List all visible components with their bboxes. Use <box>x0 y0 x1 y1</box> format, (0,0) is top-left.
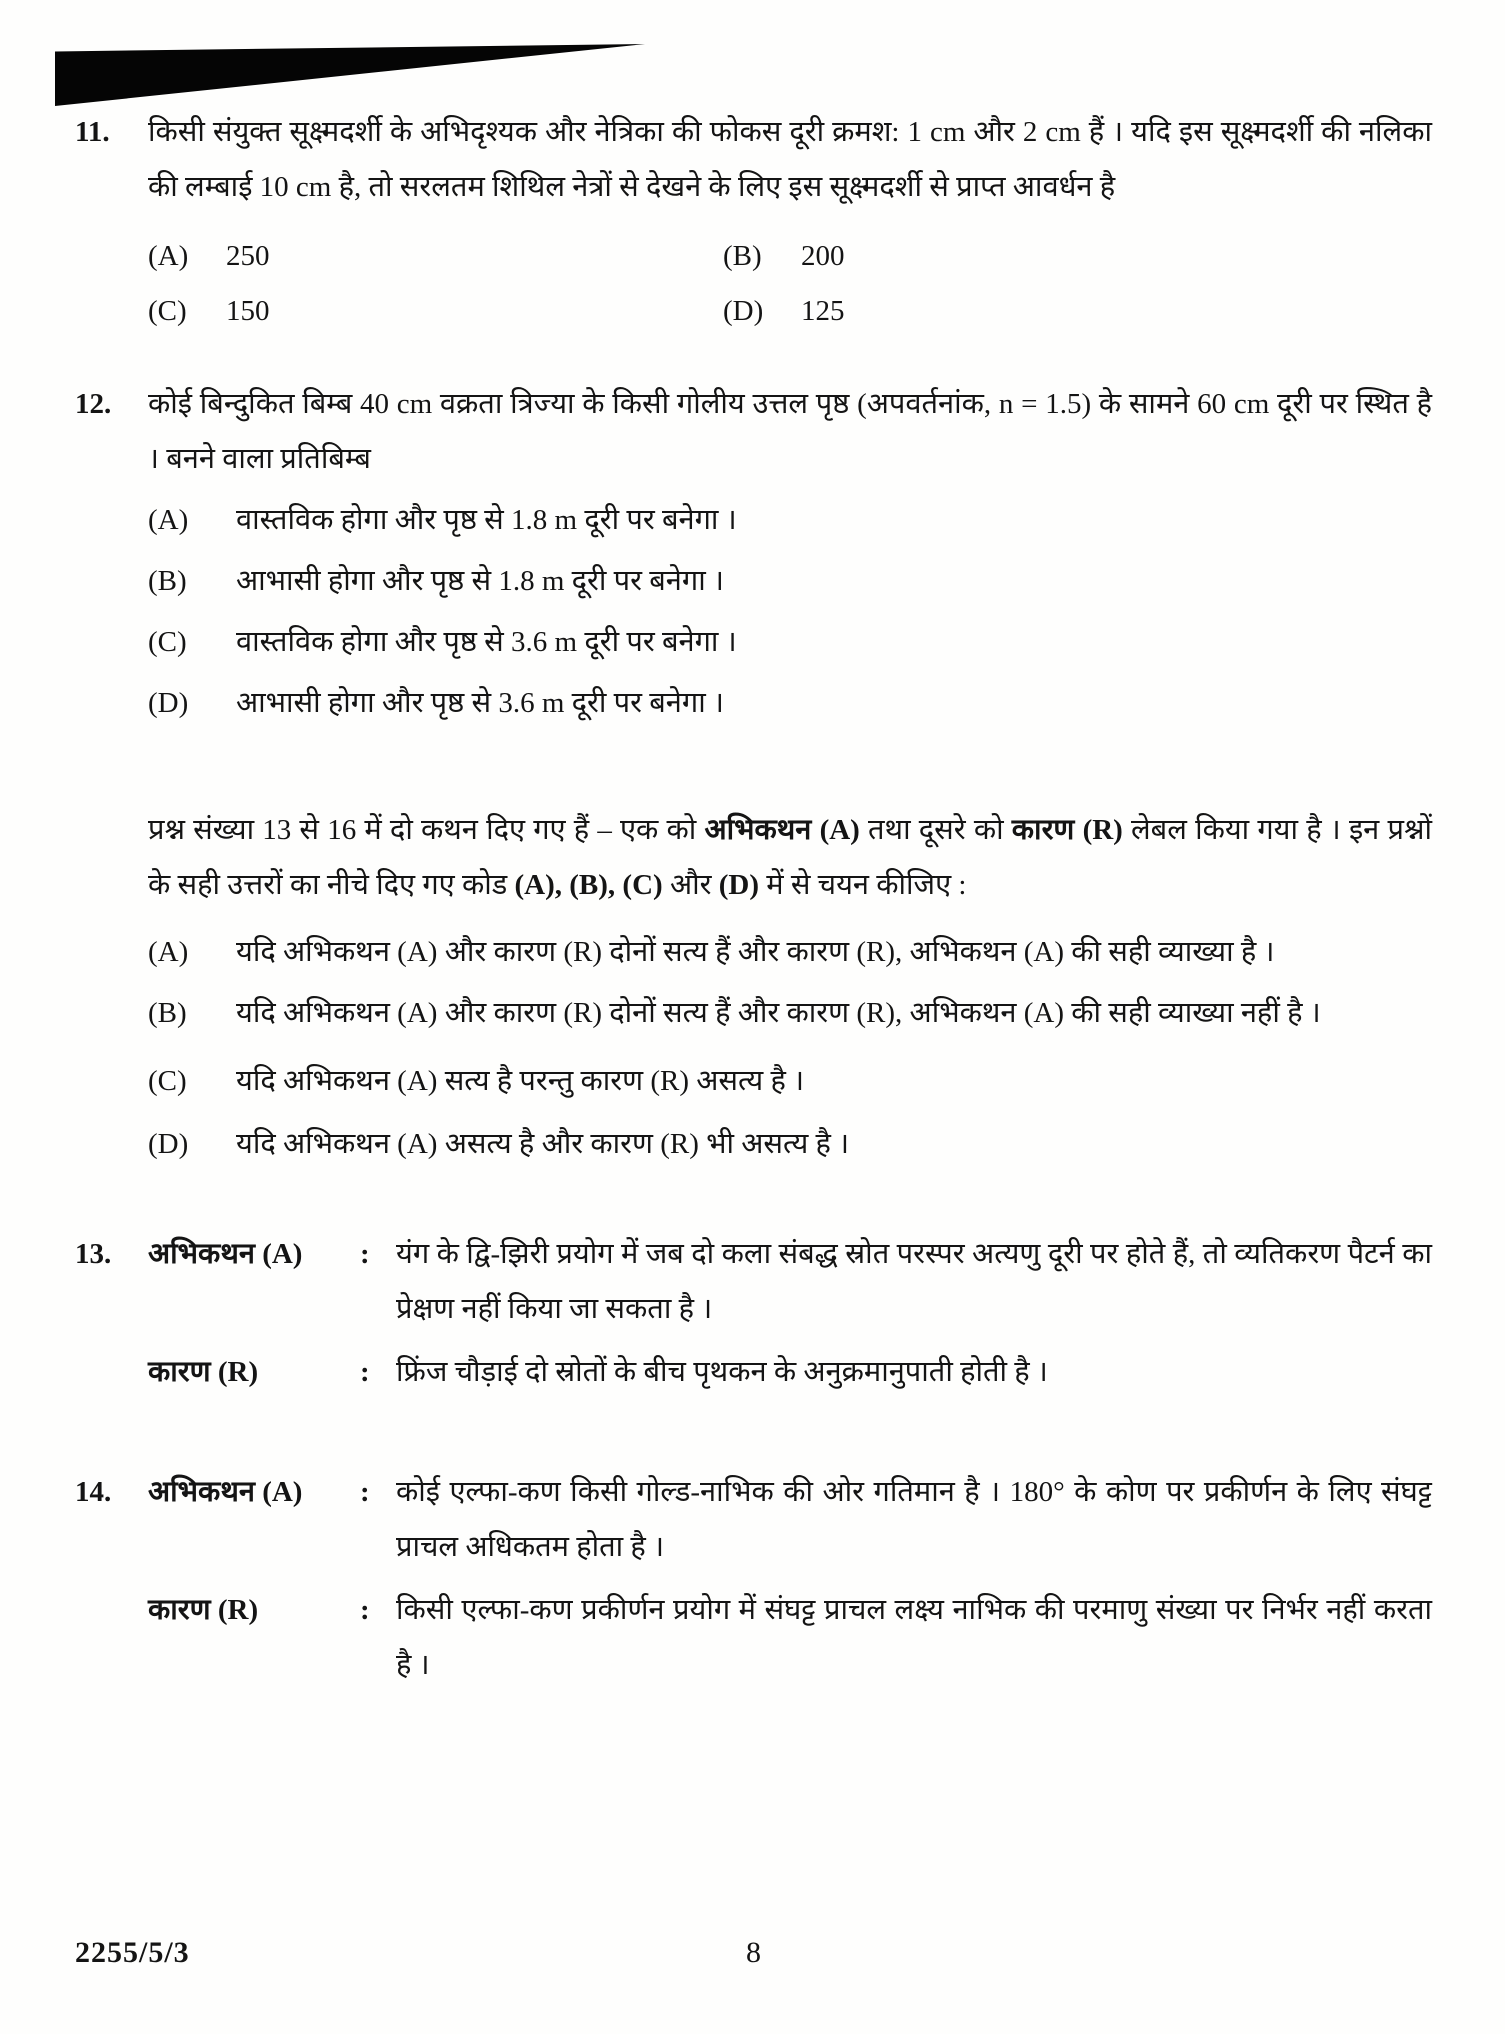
option-d <box>723 284 1432 339</box>
reason-label: कारण (R) <box>148 1356 259 1388</box>
reason-text: किसी एल्फा-कण प्रकीर्णन प्रयोग में संघट्ट प्राचल लक्ष्य नाभिक की परमाणु संख्या पर निर्भर नहीं करता है । <box>396 1594 1432 1681</box>
option-c-value: 150 <box>226 295 270 327</box>
option-d-label: (D) <box>723 295 764 327</box>
option-b-label: (B) <box>723 240 762 272</box>
option-a-label: (A) <box>148 504 189 536</box>
option-b-value: 200 <box>801 240 845 272</box>
code-b-text: यदि अभिकथन (A) और कारण (R) दोनों सत्य हैं और कारण (R), अभिकथन (A) की सही व्याख्या नहीं है । <box>236 997 1321 1029</box>
question-11-body <box>148 105 1432 339</box>
code-b-label: (B) <box>148 997 187 1029</box>
assertion-colon: : <box>360 1238 370 1270</box>
option-a <box>148 493 1432 548</box>
page-footer <box>75 1925 1432 1985</box>
paper-code: 2255/5/3 <box>75 1936 190 1969</box>
question-13 <box>75 1227 1432 1400</box>
question-11-text: किसी संयुक्त सूक्ष्मदर्शी के अभिदृश्यक और नेत्रिका की फोकस दूरी क्रमश: 1 cm और 2 cm हैं । यदि इस सूक्ष्मदर्शी की नलिका की लम्बाई 10 cm है, तो सरलतम शिथिल नेत्रों से देखने के लिए इस सूक्ष्मदर्शी से प्राप्त आवर्धन है <box>148 116 1432 203</box>
question-14-number: 14. <box>75 1476 112 1508</box>
option-a <box>148 229 723 284</box>
answer-codes <box>148 925 1432 1172</box>
assertion-text: कोई एल्फा-कण किसी गोल्ड-नाभिक की ओर गतिमान है । 180° के कोण पर प्रकीर्णन के लिए संघट्ट प्राचल अधिकतम होता है । <box>396 1476 1432 1563</box>
code-a-text: यदि अभिकथन (A) और कारण (R) दोनों सत्य हैं और कारण (R), अभिकथन (A) की सही व्याख्या है । <box>236 936 1275 968</box>
option-c-label: (C) <box>148 295 187 327</box>
question-11-options <box>148 229 1432 339</box>
option-b <box>723 229 1432 284</box>
question-11 <box>75 105 1432 339</box>
question-12-text: कोई बिन्दुकित बिम्ब 40 cm वक्रता त्रिज्या के किसी गोलीय उत्तल पृष्ठ (अपवर्तनांक, n = 1.5) के सामने 60 cm दूरी पर स्थित है । बनने वाला प्रतिबिम्ब <box>148 388 1432 475</box>
option-a-value: 250 <box>226 240 270 272</box>
option-a-label: (A) <box>148 240 189 272</box>
code-d-label: (D) <box>148 1128 189 1160</box>
code-d-text: यदि अभिकथन (A) असत्य है और कारण (R) भी असत्य है । <box>236 1128 850 1160</box>
option-b <box>148 554 1432 609</box>
code-c-label: (C) <box>148 1065 187 1097</box>
reason-colon: : <box>360 1356 370 1388</box>
code-a-label: (A) <box>148 936 189 968</box>
reason-colon: : <box>360 1594 370 1626</box>
assertion-label: अभिकथन (A) <box>148 1476 303 1508</box>
option-c-text: वास्तविक होगा और पृष्ठ से 3.6 m दूरी पर बनेगा । <box>236 626 737 658</box>
option-d-label: (D) <box>148 687 189 719</box>
assertion-reason-instruction <box>75 803 1432 1172</box>
code-c <box>148 1054 1432 1109</box>
question-11-number: 11. <box>75 116 110 148</box>
instruction-text: प्रश्न संख्या 13 से 16 में दो कथन दिए गए हैं – एक को अभिकथन (A) तथा दूसरे को कारण (R) लेबल किया गया है । इन प्रश्नों के सही उत्तरों का नीचे दिए गए कोड (A), (B), (C) और (D) में से चयन कीजिए : <box>148 814 1432 901</box>
instruction-body <box>148 803 1432 1172</box>
code-b <box>148 986 1432 1041</box>
question-12-number: 12. <box>75 388 112 420</box>
option-c <box>148 284 723 339</box>
code-d <box>148 1117 1432 1172</box>
reason-text: फ्रिंज चौड़ाई दो स्रोतों के बीच पृथकन के अनुक्रमानुपाती होती है । <box>396 1356 1048 1388</box>
reason-label: कारण (R) <box>148 1594 259 1626</box>
assertion-label: अभिकथन (A) <box>148 1238 303 1270</box>
assertion-text: यंग के द्वि-झिरी प्रयोग में जब दो कला संबद्ध स्रोत परस्पर अत्यणु दूरी पर होते हैं, तो व्यतिकरण पैटर्न का प्रेक्षण नहीं किया जा सकता है । <box>396 1238 1432 1325</box>
question-14 <box>75 1465 1432 1693</box>
option-d-text: आभासी होगा और पृष्ठ से 3.6 m दूरी पर बनेगा । <box>236 687 724 719</box>
question-12-options <box>148 493 1432 731</box>
option-c-label: (C) <box>148 626 187 658</box>
option-d-value: 125 <box>801 295 845 327</box>
code-a <box>148 925 1432 980</box>
option-d <box>148 676 1432 731</box>
question-12-body <box>148 377 1432 731</box>
option-b-text: आभासी होगा और पृष्ठ से 1.8 m दूरी पर बनेगा । <box>236 565 724 597</box>
option-a-text: वास्तविक होगा और पृष्ठ से 1.8 m दूरी पर बनेगा । <box>236 504 737 536</box>
assertion-colon: : <box>360 1476 370 1508</box>
scan-artifact-black-wedge <box>55 44 645 106</box>
question-12 <box>75 377 1432 731</box>
page-number: 8 <box>746 1936 761 1969</box>
code-c-text: यदि अभिकथन (A) सत्य है परन्तु कारण (R) असत्य है । <box>236 1065 805 1097</box>
option-c <box>148 615 1432 670</box>
question-13-number: 13. <box>75 1238 112 1270</box>
option-b-label: (B) <box>148 565 187 597</box>
